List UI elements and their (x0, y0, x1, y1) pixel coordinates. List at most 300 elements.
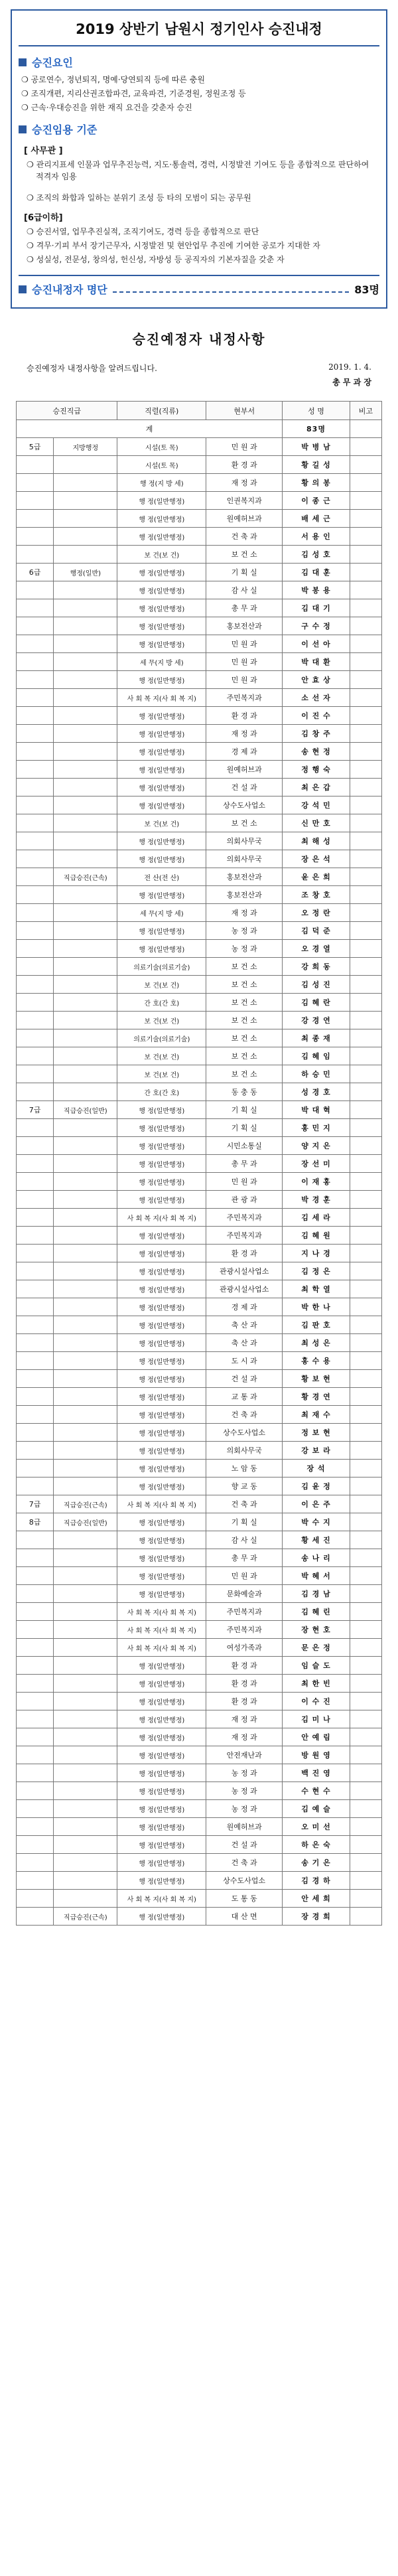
grade-cell (17, 1012, 54, 1029)
grade-cell (17, 1388, 54, 1406)
dept-cell: 보 건 소 (206, 976, 283, 994)
job-cell: 행 정(일반행정) (117, 1728, 206, 1746)
grade-cell (17, 922, 54, 940)
job-cell: 행 정(일반행정) (117, 1710, 206, 1728)
job-cell: 보 건(보 건) (117, 976, 206, 994)
note-cell (350, 1442, 381, 1460)
dept-cell: 재 정 과 (206, 474, 283, 492)
dept-cell: 민 원 과 (206, 438, 283, 456)
name-cell: 최 종 재 (283, 1029, 350, 1047)
rank-cell (54, 796, 117, 814)
rank-cell (54, 1657, 117, 1675)
name-cell: 신 만 호 (283, 814, 350, 832)
rank-cell (54, 994, 117, 1012)
dept-cell: 주민복지과 (206, 1621, 283, 1639)
table-row (17, 1137, 382, 1155)
note-cell (350, 671, 381, 689)
name-cell: 김 혜 린 (283, 1603, 350, 1621)
rank-cell (54, 1854, 117, 1872)
grade-cell (17, 1585, 54, 1603)
grade-cell (17, 761, 54, 779)
rank-cell (54, 1477, 117, 1495)
promotion-roster-table (16, 401, 382, 1926)
notice-block (27, 329, 371, 388)
count-label: 승진내정자 명단 (19, 281, 107, 297)
note-cell (350, 1710, 381, 1728)
grade-cell (17, 1424, 54, 1442)
rank-cell (54, 779, 117, 796)
job-cell: 세 무(지 방 세) (117, 904, 206, 922)
name-cell: 안 세 희 (283, 1890, 350, 1908)
rank-cell (54, 1746, 117, 1764)
table-row (17, 1908, 382, 1926)
table-row (17, 1012, 382, 1029)
table-row (17, 1280, 382, 1298)
table-row (17, 653, 382, 671)
dept-cell: 노 암 동 (206, 1460, 283, 1477)
table-row (17, 456, 382, 474)
table-row (17, 1334, 382, 1352)
dept-cell: 도 통 동 (206, 1890, 283, 1908)
notice-date: 2019. 1. 4. (328, 362, 371, 372)
note-cell (350, 635, 381, 653)
table-row (17, 868, 382, 886)
note-cell (350, 492, 381, 510)
name-cell: 이 수 진 (283, 1693, 350, 1710)
job-cell: 행 정(일반행정) (117, 635, 206, 653)
name-cell: 김 대 기 (283, 599, 350, 617)
grade-cell (17, 1818, 54, 1836)
note-cell (350, 1639, 381, 1657)
name-cell: 조 창 호 (283, 886, 350, 904)
name-cell: 김 혜 란 (283, 994, 350, 1012)
name-cell: 박 한 나 (283, 1298, 350, 1316)
grade-cell (17, 1567, 54, 1585)
dept-cell: 상수도사업소 (206, 1872, 283, 1890)
note-cell (350, 832, 381, 850)
table-row (17, 1764, 382, 1782)
note-cell (350, 564, 381, 581)
total-row (17, 420, 382, 438)
name-cell: 김 미 나 (283, 1710, 350, 1728)
job-cell: 행 정(일반행정) (117, 1101, 206, 1119)
name-cell: 강 석 민 (283, 796, 350, 814)
grade-cell (17, 886, 54, 904)
grade-cell (17, 456, 54, 474)
job-cell: 사 회 복 지(사 회 복 지) (117, 1603, 206, 1621)
name-cell: 홍 민 지 (283, 1119, 350, 1137)
job-cell: 사 회 복 지(사 회 복 지) (117, 1639, 206, 1657)
dept-cell: 여성가족과 (206, 1639, 283, 1657)
square-bullet-icon (19, 125, 27, 133)
rank-cell (54, 1191, 117, 1209)
table-row (17, 1209, 382, 1227)
grade-cell (17, 1710, 54, 1728)
rank-cell (54, 761, 117, 779)
rank-cell (54, 1083, 117, 1101)
job-cell: 행 정(일반행정) (117, 1782, 206, 1800)
grade-cell (17, 743, 54, 761)
name-cell: 김 창 주 (283, 725, 350, 743)
note-cell (350, 1800, 381, 1818)
dept-cell: 대 산 면 (206, 1908, 283, 1926)
section-heading-criteria (19, 121, 379, 137)
dept-cell: 환 경 과 (206, 707, 283, 725)
bullet-item: ❍ 승진서열, 업무추진실적, 조직기여도, 경력 등을 종합적으로 판단 (27, 227, 259, 236)
grade-cell (17, 1442, 54, 1460)
name-cell: 최 재 수 (283, 1406, 350, 1424)
table-row (17, 546, 382, 564)
table-row (17, 994, 382, 1012)
dept-cell: 건 설 과 (206, 1370, 283, 1388)
rank-cell (54, 1245, 117, 1262)
name-cell: 김 판 호 (283, 1316, 350, 1334)
job-cell: 행 정(일반행정) (117, 1800, 206, 1818)
roster-body (17, 438, 382, 1926)
bullet-item: ❍ 격무·기피 부서 장기근무자, 시정발전 및 현안업무 추진에 기여한 공로가 지대한 자 (27, 241, 320, 250)
dept-cell: 홍보전산과 (206, 617, 283, 635)
table-row (17, 725, 382, 743)
dept-cell: 상수도사업소 (206, 796, 283, 814)
table-row (17, 671, 382, 689)
note-cell (350, 779, 381, 796)
name-cell: 정 행 숙 (283, 761, 350, 779)
note-cell (350, 1585, 381, 1603)
job-cell: 행 정(일반행정) (117, 1854, 206, 1872)
dept-cell: 환 경 과 (206, 1657, 283, 1675)
grade-cell: 6급 (17, 564, 54, 581)
note-cell (350, 725, 381, 743)
rank-cell (54, 976, 117, 994)
dept-cell: 재 정 과 (206, 1710, 283, 1728)
grade-cell (17, 725, 54, 743)
note-cell (350, 976, 381, 994)
note-cell (350, 1746, 381, 1764)
note-cell (350, 1621, 381, 1639)
table-row (17, 581, 382, 599)
summary-title: 2019 상반기 남원시 정기인사 승진내정 (19, 11, 379, 46)
rank-cell (54, 850, 117, 868)
job-cell: 행 정(일반행정) (117, 886, 206, 904)
rank-cell (54, 1460, 117, 1477)
grade-cell (17, 1119, 54, 1137)
note-cell (350, 814, 381, 832)
dept-cell: 보 건 소 (206, 546, 283, 564)
grade-cell (17, 1280, 54, 1298)
rank-cell (54, 1012, 117, 1029)
job-cell: 보 건(보 건) (117, 814, 206, 832)
rank-cell (54, 725, 117, 743)
table-row (17, 1065, 382, 1083)
grade-cell (17, 510, 54, 528)
grade-cell (17, 1029, 54, 1047)
name-cell: 정 보 현 (283, 1424, 350, 1442)
dept-cell: 기 획 실 (206, 1513, 283, 1531)
job-cell: 간 호(간 호) (117, 994, 206, 1012)
job-cell: 행 정(일반행정) (117, 1424, 206, 1442)
note-cell (350, 707, 381, 725)
dept-cell: 총 무 과 (206, 1155, 283, 1173)
grade-cell (17, 1746, 54, 1764)
grade-cell (17, 1621, 54, 1639)
header-job: 직렬(직류) (117, 402, 206, 420)
note-cell (350, 1173, 381, 1191)
table-row (17, 814, 382, 832)
table-row (17, 474, 382, 492)
job-cell: 행 정(일반행정) (117, 707, 206, 725)
job-cell: 행 정(일반행정) (117, 581, 206, 599)
note-cell (350, 1549, 381, 1567)
grade-cell (17, 1477, 54, 1495)
grade-cell (17, 528, 54, 546)
bullet-item: ❍ 성실성, 전문성, 창의성, 헌신성, 자방성 등 공직자의 기본자질을 갖춘 자 (27, 255, 285, 264)
job-cell: 행 정(일반행정) (117, 1693, 206, 1710)
job-cell: 행 정(일반행정) (117, 1155, 206, 1173)
rank-cell (54, 492, 117, 510)
name-cell: 장 경 희 (283, 1908, 350, 1926)
dept-cell: 농 정 과 (206, 940, 283, 958)
table-row (17, 1442, 382, 1460)
job-cell: 시설(토 목) (117, 438, 206, 456)
dept-cell: 민 원 과 (206, 1567, 283, 1585)
note-cell (350, 510, 381, 528)
job-cell: 행 정(일반행정) (117, 1173, 206, 1191)
table-row (17, 1603, 382, 1621)
grade-cell (17, 1908, 54, 1926)
rank-cell (54, 456, 117, 474)
table-row (17, 528, 382, 546)
name-cell: 황 길 성 (283, 456, 350, 474)
name-cell: 문 은 정 (283, 1639, 350, 1657)
dept-cell: 관광시설사업소 (206, 1262, 283, 1280)
rank-cell (54, 1567, 117, 1585)
grade-cell (17, 1549, 54, 1567)
rank-cell (54, 635, 117, 653)
note-cell (350, 546, 381, 564)
grade-cell (17, 994, 54, 1012)
grade-cell (17, 904, 54, 922)
grade-cell (17, 1083, 54, 1101)
dept-cell: 환 경 과 (206, 456, 283, 474)
table-row (17, 796, 382, 814)
note-cell (350, 1657, 381, 1675)
job-cell: 행 정(일반행정) (117, 1585, 206, 1603)
job-cell: 사 회 복 지(사 회 복 지) (117, 689, 206, 707)
job-cell: 행 정(일반행정) (117, 832, 206, 850)
dept-cell: 재 정 과 (206, 904, 283, 922)
job-cell: 시설(토 목) (117, 456, 206, 474)
rank-cell (54, 1137, 117, 1155)
table-row (17, 832, 382, 850)
note-cell (350, 1567, 381, 1585)
name-cell: 안 예 림 (283, 1728, 350, 1746)
grade-cell (17, 1872, 54, 1890)
table-row (17, 707, 382, 725)
bullet-item: ❍ 근속·우대승진을 위한 재직 요건을 갖춘자 승진 (21, 103, 192, 112)
note-cell (350, 1119, 381, 1137)
name-cell: 황 의 봉 (283, 474, 350, 492)
rank-cell (54, 904, 117, 922)
name-cell: 김 혜 임 (283, 1047, 350, 1065)
name-cell: 양 지 은 (283, 1137, 350, 1155)
dept-cell: 경 제 과 (206, 1298, 283, 1316)
grade-cell (17, 1782, 54, 1800)
job-cell: 행 정(일반행정) (117, 1280, 206, 1298)
dept-cell: 농 정 과 (206, 922, 283, 940)
grade-cell (17, 1173, 54, 1191)
name-cell: 박 병 남 (283, 438, 350, 456)
dept-cell: 주민복지과 (206, 1603, 283, 1621)
name-cell: 백 진 영 (283, 1764, 350, 1782)
name-cell: 방 원 영 (283, 1746, 350, 1764)
dept-cell: 축 산 과 (206, 1334, 283, 1352)
grade-cell (17, 581, 54, 599)
note-cell (350, 1316, 381, 1334)
rank-cell (54, 1209, 117, 1227)
table-row (17, 1424, 382, 1442)
table-row (17, 1513, 382, 1531)
count-value: 83명 (354, 283, 379, 296)
table-row (17, 1083, 382, 1101)
rank-cell (54, 1298, 117, 1316)
job-cell: 간 호(간 호) (117, 1083, 206, 1101)
name-cell: 박 대 혁 (283, 1101, 350, 1119)
name-cell: 임 슬 도 (283, 1657, 350, 1675)
job-cell: 행 정(지 방 세) (117, 474, 206, 492)
square-bullet-icon (19, 285, 27, 293)
note-cell (350, 1137, 381, 1155)
table-row (17, 1549, 382, 1567)
grade-cell (17, 1639, 54, 1657)
rank-cell (54, 1334, 117, 1352)
notice-title: 승진예정자 내정사항 (132, 331, 266, 347)
rank-cell (54, 474, 117, 492)
bullet-item: ❍ 조직개편, 지리산권조합파견, 교육파견, 기준경원, 정원조정 등 (21, 89, 246, 98)
table-row (17, 564, 382, 581)
dept-cell: 건 설 과 (206, 1836, 283, 1854)
table-row (17, 617, 382, 635)
name-cell: 오 미 선 (283, 1818, 350, 1836)
note-cell (350, 653, 381, 671)
job-cell: 행 정(일반행정) (117, 1442, 206, 1460)
name-cell: 소 선 자 (283, 689, 350, 707)
job-cell: 행 정(일반행정) (117, 1370, 206, 1388)
note-cell (350, 1352, 381, 1370)
dept-cell: 안전재난과 (206, 1746, 283, 1764)
rank-cell (54, 1119, 117, 1137)
grade-cell (17, 492, 54, 510)
grade-cell (17, 1209, 54, 1227)
dept-cell: 의회사무국 (206, 850, 283, 868)
note-cell (350, 1370, 381, 1388)
table-row (17, 492, 382, 510)
table-row (17, 1316, 382, 1334)
table-row (17, 1854, 382, 1872)
grade-cell (17, 1764, 54, 1782)
table-row (17, 510, 382, 528)
job-cell: 보 건(보 건) (117, 1012, 206, 1029)
table-row (17, 886, 382, 904)
note-cell (350, 1406, 381, 1424)
name-cell: 장 은 석 (283, 850, 350, 868)
job-cell: 행 정(일반행정) (117, 1675, 206, 1693)
table-row (17, 779, 382, 796)
dept-cell: 상수도사업소 (206, 1424, 283, 1442)
rank-cell: 직급승진(근속) (54, 1908, 117, 1926)
dept-cell: 민 원 과 (206, 635, 283, 653)
rank-cell (54, 1316, 117, 1334)
notice-text: 승진예정자 내정사항을 알려드립니다. (27, 364, 157, 373)
name-cell: 김 대 훈 (283, 564, 350, 581)
rank-cell (54, 814, 117, 832)
dept-cell: 주민복지과 (206, 689, 283, 707)
rank-cell (54, 1406, 117, 1424)
table-row (17, 743, 382, 761)
name-cell: 홍 수 용 (283, 1352, 350, 1370)
dept-cell: 홍보전산과 (206, 886, 283, 904)
name-cell: 이 재 홍 (283, 1173, 350, 1191)
dept-cell: 감 사 실 (206, 581, 283, 599)
note-cell (350, 1155, 381, 1173)
note-cell (350, 1047, 381, 1065)
dept-cell: 보 건 소 (206, 1012, 283, 1029)
job-cell: 행 정(일반행정) (117, 1298, 206, 1316)
note-cell (350, 1424, 381, 1442)
grade-cell (17, 599, 54, 617)
bullet-item: ❍ 공로연수, 정년퇴직, 명예·당연퇴직 등에 따른 충원 (21, 75, 205, 84)
job-cell: 행 정(일반행정) (117, 617, 206, 635)
rank-cell (54, 1818, 117, 1836)
dept-cell: 의회사무국 (206, 832, 283, 850)
note-cell (350, 1460, 381, 1477)
rank-cell (54, 1424, 117, 1442)
header-name: 성 명 (283, 402, 350, 420)
job-cell: 행 정(일반행정) (117, 922, 206, 940)
rank-cell (54, 1728, 117, 1746)
name-cell: 송 현 정 (283, 743, 350, 761)
dept-cell: 건 축 과 (206, 1854, 283, 1872)
grade-cell (17, 635, 54, 653)
rank-cell (54, 922, 117, 940)
rank-cell (54, 1262, 117, 1280)
dotted-leader (113, 286, 350, 293)
note-cell (350, 1872, 381, 1890)
dept-cell: 원예허브과 (206, 761, 283, 779)
table-row (17, 438, 382, 456)
dept-cell: 축 산 과 (206, 1316, 283, 1334)
rank-cell: 지방행정 (54, 438, 117, 456)
dept-cell: 향 교 동 (206, 1477, 283, 1495)
job-cell: 행 정(일반행정) (117, 671, 206, 689)
grade-cell (17, 1334, 54, 1352)
dept-cell: 환 경 과 (206, 1245, 283, 1262)
rank-cell (54, 1352, 117, 1370)
grade-cell (17, 653, 54, 671)
table-row (17, 1227, 382, 1245)
note-cell (350, 940, 381, 958)
grade-cell (17, 1657, 54, 1675)
dept-cell: 환 경 과 (206, 1675, 283, 1693)
rank-cell (54, 1836, 117, 1854)
note-cell (350, 1388, 381, 1406)
table-row (17, 1029, 382, 1047)
name-cell: 서 용 인 (283, 528, 350, 546)
table-row (17, 1872, 382, 1890)
section-heading-label: 승진임용 기준 (32, 123, 98, 136)
table-row (17, 1245, 382, 1262)
grade-cell (17, 1316, 54, 1334)
total-note (350, 420, 381, 438)
